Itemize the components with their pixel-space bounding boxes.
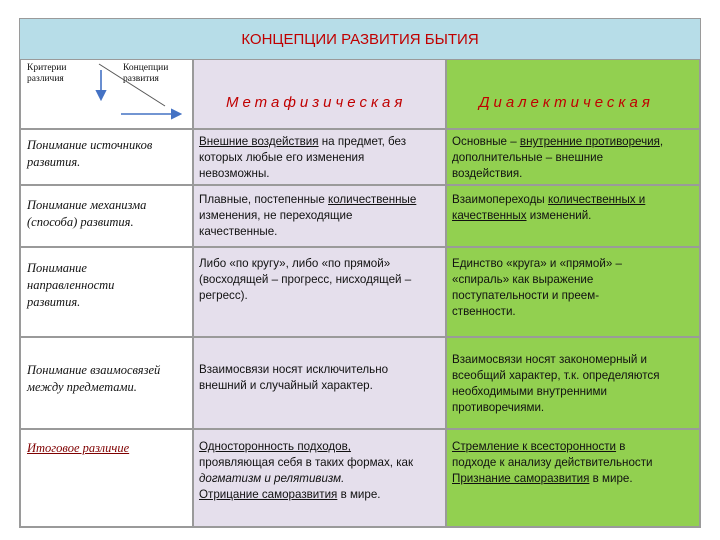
row-sources-dial-text	[452, 134, 663, 182]
criterion-line: между предметами.	[27, 380, 137, 394]
text-line: внешний и случайный характер.	[199, 379, 373, 392]
header-metaphysical: Метафизическая	[226, 94, 407, 111]
row-mechanism-criterion-cell	[20, 185, 193, 247]
row-mechanism-meta-text	[199, 192, 416, 240]
text-line: Единство «круга» и «прямой» –	[452, 257, 622, 270]
row-direction-dial-cell	[446, 247, 700, 337]
text-line: Взаимосвязи носят закономерный и	[452, 353, 648, 366]
text-line: догматизм и релятивизм.	[199, 472, 345, 485]
text-line: регресс).	[199, 289, 248, 302]
row-final-dial-cell	[446, 429, 700, 527]
row-mechanism-meta-cell	[193, 185, 446, 247]
row-mechanism-dial-cell	[446, 185, 700, 247]
row-connections-meta-text	[199, 362, 388, 394]
text-span: в мире.	[337, 488, 381, 501]
row-connections-dial-cell	[446, 337, 700, 429]
row-direction-criterion	[27, 260, 114, 311]
text-span: Основные –	[452, 135, 520, 148]
header-arrows-icon	[21, 60, 193, 128]
row-connections-criterion	[27, 362, 160, 396]
row-sources-meta-text	[199, 134, 406, 182]
text-line: которых любые его изменения	[199, 151, 365, 164]
row-direction-dial-text	[452, 256, 622, 320]
text-line: необходимыми внутренними	[452, 385, 607, 398]
criterion-line: развития.	[27, 155, 81, 169]
header-criteria-cell	[20, 59, 193, 129]
row-connections-meta-cell	[193, 337, 446, 429]
criterion-line: Понимание механизма	[27, 198, 147, 212]
row-direction-meta-text	[199, 256, 411, 304]
text-span: Отрицание саморазвития	[199, 488, 338, 501]
text-line: (восходящей – прогресс, нисходящей –	[199, 273, 412, 286]
criterion-line: направленности	[27, 278, 115, 292]
criterion-line: Итоговое различие	[27, 441, 130, 455]
text-line: дополнительные – внешние	[452, 151, 604, 164]
table-title-text: КОНЦЕПЦИИ РАЗВИТИЯ БЫТИЯ	[241, 30, 479, 48]
text-line: невозможны.	[199, 167, 270, 180]
row-final-criterion	[27, 440, 129, 457]
text-span: ,	[659, 135, 664, 148]
text-line: качественные.	[199, 225, 278, 238]
text-span: в	[616, 440, 626, 453]
row-direction-meta-cell	[193, 247, 446, 337]
header-dialectical: Диалектическая	[479, 94, 654, 111]
text-span: Внешние воздействия	[199, 135, 319, 148]
text-span: количественные	[328, 193, 417, 206]
text-span: внутренние противоречия	[519, 135, 660, 148]
text-span: качественных	[452, 209, 527, 222]
criterion-line: развития.	[27, 295, 81, 309]
header-metaphysical-cell	[193, 59, 446, 129]
text-span: на предмет, без	[318, 135, 407, 148]
row-connections-criterion-cell	[20, 337, 193, 429]
concepts-line-2: развития	[123, 74, 159, 84]
text-line: противоречиями.	[452, 401, 545, 414]
text-span: Плавные, постепенные	[199, 193, 329, 206]
text-span: количественных и	[547, 193, 646, 206]
text-line: изменения, не переходящие	[199, 209, 353, 222]
text-span: Стремление к всесторонности	[452, 440, 617, 453]
header-dialectical-cell	[446, 59, 700, 129]
row-mechanism-criterion	[27, 197, 146, 231]
row-direction-criterion-cell	[20, 247, 193, 337]
text-line: «спираль» как выражение	[452, 273, 594, 286]
criterion-line: Понимание источников	[27, 138, 153, 152]
row-final-meta-text	[199, 439, 413, 503]
row-sources-criterion-cell	[20, 129, 193, 185]
criteria-line-1: Критерии	[27, 63, 67, 73]
text-line: Односторонность подходов,	[199, 440, 352, 453]
text-line: подходе к анализу действительности	[452, 456, 653, 469]
text-line: воздействия.	[452, 167, 523, 180]
text-span: Признание саморазвития	[452, 472, 590, 485]
criteria-line-2: различия	[27, 74, 64, 84]
concepts-table	[19, 18, 701, 528]
row-final-meta-cell	[193, 429, 446, 527]
criterion-line: Понимание взаимосвязей	[27, 363, 161, 377]
text-span: изменений.	[526, 209, 592, 222]
row-sources-meta-cell	[193, 129, 446, 185]
row-connections-dial-text	[452, 352, 660, 416]
row-sources-criterion	[27, 137, 152, 171]
text-line: ственности.	[452, 305, 516, 318]
text-line: Взаимосвязи носят исключительно	[199, 363, 389, 376]
row-sources-dial-cell	[446, 129, 700, 185]
text-line: поступательности и преем-	[452, 289, 600, 302]
row-mechanism-dial-text	[452, 192, 645, 224]
criterion-line: (способа) развития.	[27, 215, 134, 229]
concepts-line-1: Концепции	[123, 63, 169, 73]
text-line: Либо «по кругу», либо «по прямой»	[199, 257, 391, 270]
row-final-dial-text	[452, 439, 652, 487]
text-line: проявляющая себя в таких формах, как	[199, 456, 414, 469]
text-span: в мире.	[589, 472, 633, 485]
text-span: Взаимопереходы	[452, 193, 548, 206]
table-title	[20, 19, 700, 60]
row-final-criterion-cell	[20, 429, 193, 527]
criterion-line: Понимание	[27, 261, 87, 275]
text-line: всеобщий характер, т.к. определяются	[452, 369, 660, 382]
